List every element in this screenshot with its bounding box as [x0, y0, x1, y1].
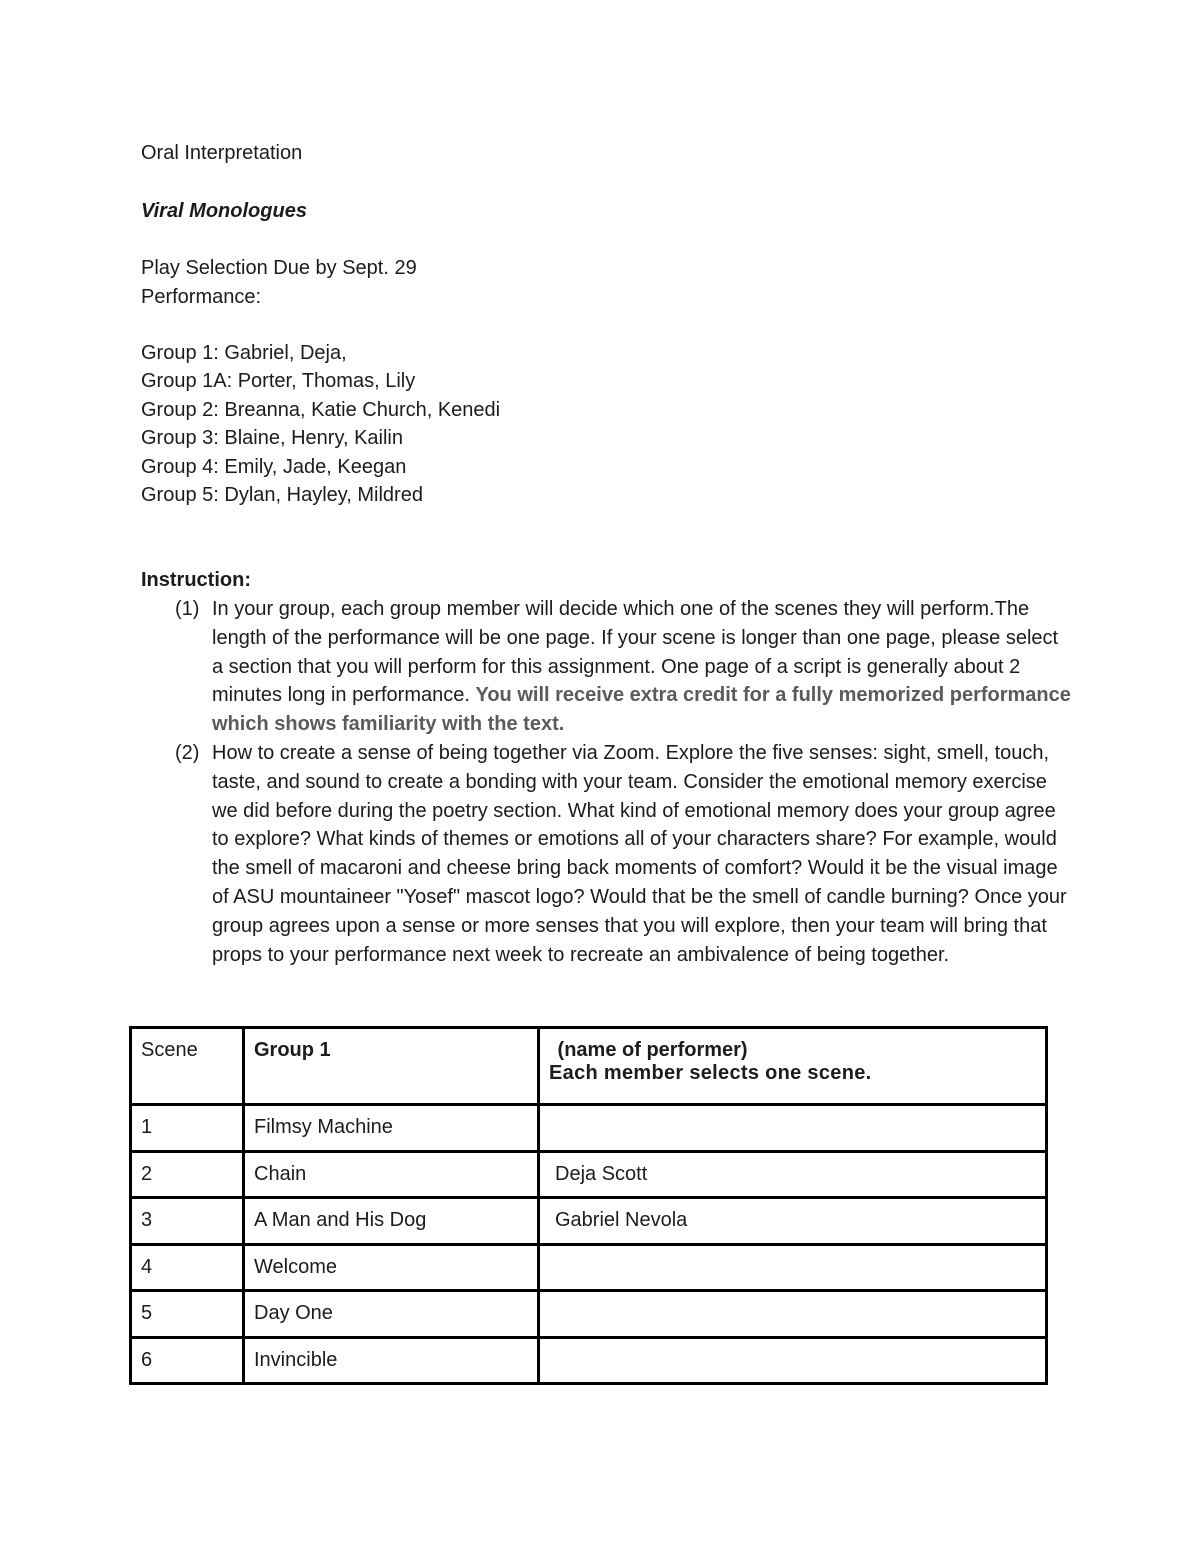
- instruction-emphasis: You will receive extra credit for a fully memorized performance which shows familiarity with the text.: [212, 684, 1071, 736]
- scene-title: Filmsy Machine: [244, 1105, 539, 1152]
- scene-number: 3: [131, 1198, 244, 1245]
- scene-assignment-table: [129, 1026, 1048, 1385]
- scene-title: Welcome: [244, 1244, 539, 1291]
- group-line: Group 5: Dylan, Hayley, Mildred: [141, 484, 423, 506]
- table-row: [131, 1244, 1047, 1291]
- scene-number: 4: [131, 1244, 244, 1291]
- due-date-line: Play Selection Due by Sept. 29: [141, 257, 417, 279]
- instruction-list: [141, 595, 1071, 969]
- performer-name[interactable]: [539, 1105, 1047, 1152]
- performer-name[interactable]: [539, 1244, 1047, 1291]
- scene-title: Day One: [244, 1291, 539, 1338]
- instruction-item: [141, 595, 1071, 739]
- scene-title: Chain: [244, 1151, 539, 1198]
- performer-name[interactable]: Deja Scott: [539, 1151, 1047, 1198]
- performer-name[interactable]: Gabriel Nevola: [539, 1198, 1047, 1245]
- instruction-text: [212, 595, 1071, 739]
- scene-number: 5: [131, 1291, 244, 1338]
- table-row: [131, 1105, 1047, 1152]
- unit-title: Viral Monologues: [141, 200, 307, 222]
- course-title: Oral Interpretation: [141, 142, 303, 164]
- header-performer: [539, 1028, 1047, 1105]
- performer-name[interactable]: [539, 1337, 1047, 1384]
- instruction-item: [141, 739, 1071, 969]
- scene-number: 2: [131, 1151, 244, 1198]
- instruction-number: (2): [175, 741, 200, 764]
- header-performer-note: Each member selects one scene.: [549, 1062, 872, 1084]
- performer-name[interactable]: [539, 1291, 1047, 1338]
- performance-label: Performance:: [141, 286, 262, 308]
- scene-number: 1: [131, 1105, 244, 1152]
- table-header-row: [131, 1028, 1047, 1105]
- group-line: Group 4: Emily, Jade, Keegan: [141, 456, 407, 478]
- group-line: Group 1: Gabriel, Deja,: [141, 342, 347, 364]
- table-row: [131, 1337, 1047, 1384]
- table-row: [131, 1151, 1047, 1198]
- header-performer-label: (name of performer): [552, 1039, 748, 1061]
- scene-number: 6: [131, 1337, 244, 1384]
- instruction-body: In your group, each group member will decide which one of the scenes they will perform.The length of the performance will be one page. If your scene is longer than one page, please select a section that you will perform for this assignment. One page of a script is generally about 2 minutes long in performance.: [212, 598, 1059, 707]
- instruction-number: (1): [175, 598, 200, 620]
- header-group: Group 1: [244, 1028, 539, 1105]
- instruction-body: How to create a sense of being together via Zoom. Explore the five senses: sight, smell, touch, taste, and sound to create a bonding with your team. Consider the emotional memory exercise we did before during the poetry section. What kind of emotional memory does your group agree to explore? What kinds of themes or emotions all of your characters share? For example, would the smell of macaroni and cheese bring back moments of comfort? Would it be the visual image of ASU mountaineer "Yosef" mascot logo? Would that be the smell of candle burning? Once your group agrees upon a sense or more senses that you will explore, then your team will bring that props to your performance next week to recreate an ambivalence of being together.: [212, 741, 1067, 966]
- table-row: [131, 1291, 1047, 1338]
- group-line: Group 2: Breanna, Katie Church, Kenedi: [141, 399, 501, 421]
- header-scene: Scene: [131, 1028, 244, 1105]
- instruction-text: [212, 739, 1071, 969]
- group-line: Group 1A: Porter, Thomas, Lily: [141, 370, 416, 392]
- group-line: Group 3: Blaine, Henry, Kailin: [141, 427, 403, 449]
- instruction-heading: Instruction:: [141, 569, 251, 591]
- scene-title: Invincible: [244, 1337, 539, 1384]
- scene-title: A Man and His Dog: [244, 1198, 539, 1245]
- table-row: [131, 1198, 1047, 1245]
